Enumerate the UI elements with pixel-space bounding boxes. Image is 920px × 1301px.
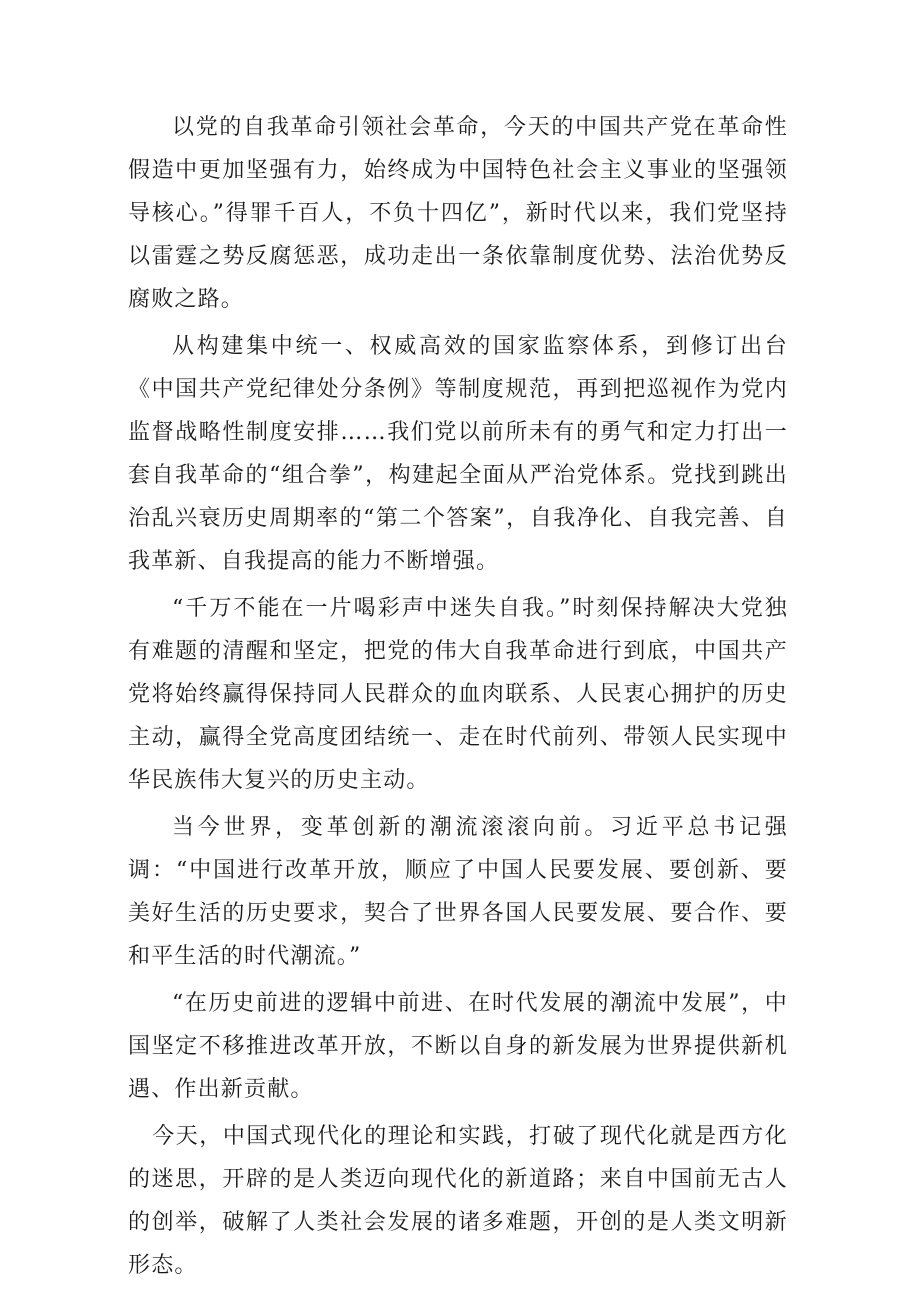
paragraph-4: 当今世界，变革创新的潮流滚滚向前。习近平总书记强调：“中国进行改革开放，顺应了中国人民要发展、要创新、要美好生活的历史要求，契合了世界各国人民要发展、要合作、要和平生活的时代潮流。” [128,815,788,969]
paragraph-1: 以党的自我革命引领社会革命，今天的中国共产党在革命性假造中更加坚强有力，始终成为中国特色社会主义事业的坚强领导核心。”得罪千百人，不负十四亿”，新时代以来，我们党坚持以雷霆之势反腐惩恶，成功走出一条依靠制度优势、法治优势反腐败之路。 [128,115,788,312]
paragraph-6: 今天，中国式现代化的理论和实践，打破了现代化就是西方化的迷思，开辟的是人类迈向现代化的新道路；来自中国前无古人的创举，破解了人类社会发展的诸多难题，开创的是人类文明新形态。 [128,1124,788,1278]
document-body [128,106,788,1291]
paragraph-3: “千万不能在一片喝彩声中迷失自我。”时刻保持解决大党独有难题的清醒和坚定，把党的伟大自我革命进行到底，中国共产党将始终赢得保持同人民群众的血肉联系、人民衷心拥护的历史主动，赢得全党高度团结统一、走在时代前列、带领人民实现中华民族伟大复兴的历史主动。 [128,596,788,793]
paragraph-5: “在历史前进的逻辑中前进、在时代发展的潮流中发展”，中国坚定不移推进改革开放，不断以自身的新发展为世界提供新机遇、作出新贡献。 [128,991,788,1102]
paragraph-2: 从构建集中统一、权威高效的国家监察体系，到修订出台《中国共产党纪律处分条例》等制度规范，再到把巡视作为党内监督战略性制度安排……我们党以前所未有的勇气和定力打出一套自我革命的“组合拳”，构建起全面从严治党体系。党找到跳出治乱兴衰历史周期率的“第二个答案”，自我净化、自我完善、自我革新、自我提高的能力不断增强。 [128,334,788,574]
